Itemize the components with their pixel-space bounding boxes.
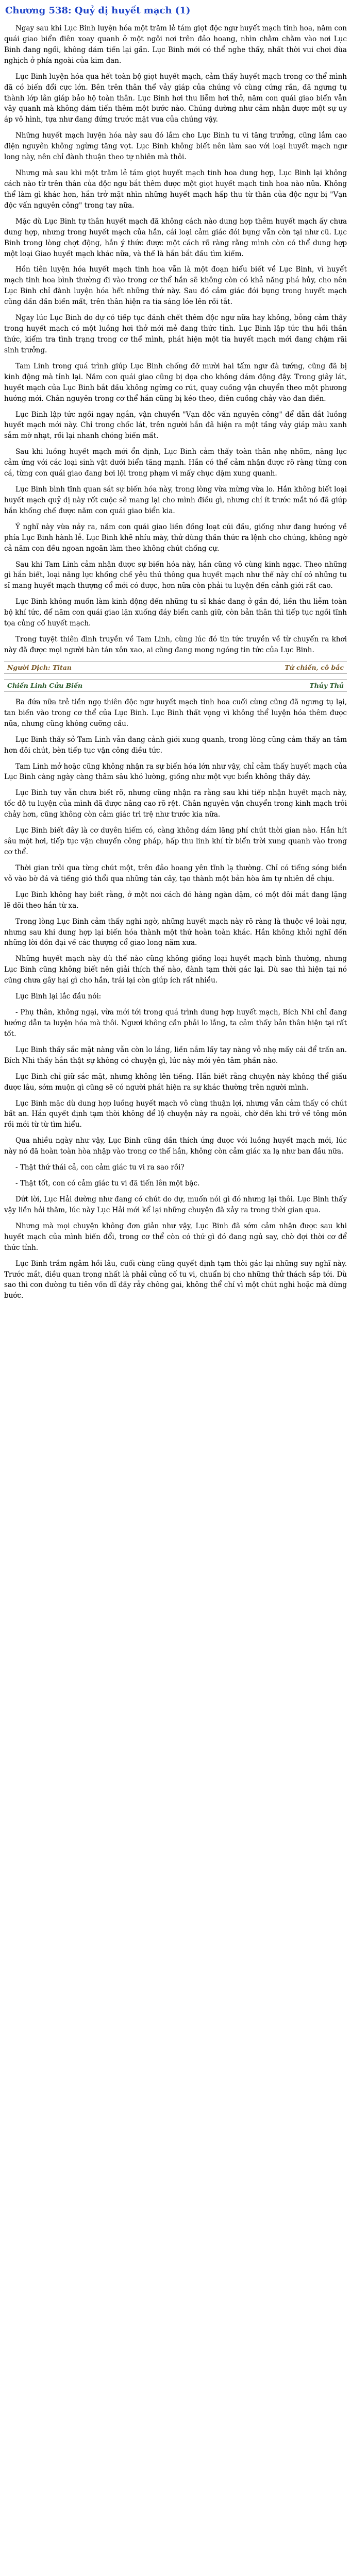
chapter-body-part-1	[4, 23, 347, 656]
paragraph: Mặc dù Lục Binh tự thân huyết mạch đã không cách nào dung hợp thêm huyết mạch ấy chưa dung hợp, nhưng trong huyết mạch của hắn, cái loại cảm giác đói bụng vẫn còn tại như cũ. Lục Binh trong lòng chợt động, hắn ý thức được một cách rõ ràng rằng mình còn có thể dung hợp một loại Giao huyết mạch khác nữa, và thế là hắn bắt đầu tìm kiếm.	[4, 217, 347, 258]
translator-credit: Người Dịch: Titan	[7, 663, 72, 671]
paragraph: Lục Binh chỉ giữ sắc mặt, nhưng không lên tiếng. Hắn biết rằng chuyện này không thể giấu được lâu, sớm muộn gì cũng sẽ có người phát hiện ra sự khác thường trên người mình.	[4, 1072, 347, 1092]
section-author: Thủy Thủ	[309, 681, 344, 689]
paragraph: Lục Binh mặc dù dung hợp luồng huyết mạch vô cùng thuận lợi, nhưng vẫn cảm thấy có chút bất an. Hắn quyết định tạm thời không để lộ chuyện này ra ngoài, chờ đến khi trở về tông môn rồi mới từ từ tìm hiểu.	[4, 1099, 347, 1129]
paragraph: Lục Binh bình tĩnh quan sát sự biến hóa này, trong lòng vừa mừng vừa lo. Hắn không biết loại huyết mạch quỷ dị này rốt cuộc sẽ mang lại cho mình điều gì, nhưng chí ít trước mắt nó đã giúp hắn khống chế được năm con quái giao biển kia.	[4, 485, 347, 515]
paragraph: Tam Linh mở hoặc cũng không nhận ra sự biến hóa lớn như vậy, chỉ cảm thấy huyết mạch của Lục Binh càng ngày càng thâm sâu khó lường, giống như một vực biển không thấy đáy.	[4, 762, 347, 782]
paragraph: Những huyết mạch này dù thế nào cũng không giống loại huyết mạch bình thường, nhưng Lục Binh cũng không biết nên giải thích thế nào, đành tạm thời gác lại. Dù sao thì hiện tại nó cũng chưa gây hại gì cho hắn, trái lại còn giúp ích rất nhiều.	[4, 955, 347, 985]
paragraph: Qua nhiều ngày như vậy, Lục Binh cũng dần thích ứng được với luồng huyết mạch mới, lúc này nó đã hoàn toàn hòa nhập vào trong cơ thể hắn, không còn cảm giác xa lạ như ban đầu nữa.	[4, 1137, 347, 1156]
paragraph: Nhưng mà mọi chuyện không đơn giản như vậy, Lục Binh đã sớm cảm nhận được sau khi huyết mạch của mình biến đổi, trong cơ thể còn có thứ gì đó đang ngủ say, chờ đợi thời cơ để thức tỉnh.	[4, 1222, 347, 1252]
paragraph: - Phụ thân, không ngại, vừa mới tới trong quá trình dung hợp huyết mạch, Bích Nhi chỉ đang hướng dẫn ta luyện hóa mà thôi. Ngươi không cần phải lo lắng, ta cảm thấy bản thân hiện tại rất tốt.	[4, 1008, 347, 1038]
paragraph: Lục Binh tuy vẫn chưa biết rõ, nhưng cũng nhận ra rằng sau khi tiếp nhận huyết mạch này, tốc độ tu luyện của mình đã được nâng cao rõ rệt. Chân nguyên vận chuyển trong kinh mạch trôi chảy hơn, cũng không còn cảm giác trì trệ như trước kia nữa.	[4, 789, 347, 819]
paragraph: Nhưng mà sau khi một trăm lẻ tám giọt huyết mạch tinh hoa dung hợp, Lục Binh lại không cách nào từ trên thân của độc ngư bắt thêm được một giọt huyết mạch tinh hoa nào nữa. Không thể làm gì khác hơn, hắn trở mặt nhìn những huyết mạch hấp thu từ thân của độc ngư bị "Vạn độc vấn nguyên công" trong tay nữa.	[4, 169, 347, 210]
paragraph: Lục Binh trầm ngâm hồi lâu, cuối cùng cũng quyết định tạm thời gác lại những suy nghĩ này. Trước mắt, điều quan trọng nhất là phải củng cố tu vi, chuẩn bị cho những thử thách sắp tới. Dù sao thì con đường tu tiên vốn dĩ đầy rẫy chông gai, không thể chỉ vì một chút nghi hoặc mà dừng bước.	[4, 1259, 347, 1300]
section-credit-bar	[4, 679, 347, 692]
paragraph: Tam Linh trong quá trình giúp Lục Binh chống đỡ mười hai tấm ngư đà tướng, cũng đã bị kinh động mà tỉnh lại. Năm con quái giao cũng bị dọa cho không dám động đậy. Trong giây lát, huyết mạch của Lục Binh bắt đầu không ngừng co rút, quay cuồng vận chuyển theo một phương hướng mới. Chân nguyên trong cơ thể hắn cũng bị kéo theo, điên cuồng chảy vào đan điền.	[4, 362, 347, 403]
paragraph: Lục Binh biết đây là cơ duyên hiếm có, càng không dám lãng phí chút thời gian nào. Hắn hít sâu một hơi, tiếp tục vận chuyển công pháp, hấp thu linh khí từ biển trời xung quanh vào trong cơ thể.	[4, 826, 347, 856]
paragraph: Trong tuyệt thiên đình truyền về Tam Linh, cùng lúc đó tin tức truyền về từ chuyến ra khơi này đã được mọi người bàn tán xôn xao, ai cũng đang mong ngóng tin tức của Lục Binh.	[4, 635, 347, 655]
paragraph: Ngay lúc Lục Binh do dự có tiếp tục đánh chết thêm độc ngư nữa hay không, bỗng cảm thấy trong huyết mạch có một luồng hơi thở mới mẻ đang thức tỉnh. Lục Binh lập tức thu hồi thần thức, kiểm tra tình trạng trong cơ thể mình, phát hiện một tia huyết mạch mới đang chậm rãi sinh trưởng.	[4, 314, 347, 354]
paragraph: Lục Binh thấy sắc mặt nàng vẫn còn lo lắng, liền nắm lấy tay nàng vỗ nhẹ mấy cái để trấn an. Bích Nhi thấy hắn thật sự không có chuyện gì, lúc này mới yên tâm phần nào.	[4, 1045, 347, 1065]
paragraph: Lục Binh không hay biết rằng, ở một nơi cách đó hàng ngàn dặm, có một đôi mắt đang lặng lẽ dõi theo hắn từ xa.	[4, 890, 347, 910]
paragraph: Ngay sau khi Lục Binh luyện hóa một trăm lẻ tám giọt độc ngư huyết mạch tinh hoa, năm con quái giao biển điên xoay quanh ở một ngôi nơi trên đảo hoang, nhìn chằm chằm vào nơi Lục Binh đang ngồi, không dám tiến lại gần. Lục Binh mới có thể nghe thấy, nhất thời vui chơi đùa nghịch ở phía ngoài của kim đan.	[4, 24, 347, 65]
credit-right: Tứ chiến, cô bắc	[285, 663, 344, 671]
translator-credit-bar	[4, 661, 347, 674]
paragraph: Lục Binh không muốn làm kinh động đến những tu sĩ khác đang ở gần đó, liền thu liễm toàn bộ khí tức, để năm con quái giao lặn xuống đáy biển canh giữ, còn bản thân thì tiếp tục ngồi tĩnh tọa củng cố huyết mạch.	[4, 598, 347, 628]
paragraph: Trong lòng Lục Binh cảm thấy nghi ngờ, những huyết mạch này rõ ràng là thuộc về loài ngư, nhưng sau khi dung hợp lại biến hóa thành một thứ hoàn toàn khác. Hắn không khỏi nghĩ đến những lời đồn đại về các thượng cổ giao long năm xưa.	[4, 917, 347, 947]
chapter-title: Chương 538: Quỷ dị huyết mạch (1)	[5, 5, 191, 16]
paragraph: Lục Binh lập tức ngồi ngay ngắn, vận chuyển "Vạn độc vấn nguyên công" để dẫn dắt luồng huyết mạch mới này. Chỉ trong chốc lát, trên người hắn đã hiện ra một tầng vảy giáp màu xanh sẫm mờ nhạt, rồi lại nhanh chóng biến mất.	[4, 410, 347, 440]
paragraph: Lục Binh luyện hóa qua hết toàn bộ giọt huyết mạch, cảm thấy huyết mạch trong cơ thể mình đã có biến đổi cực lớn. Bên trên thân thể vảy giáp của chúng vô cùng cứng rắn, đã ngưng tụ thành lớp lân giáp bảo hộ toàn thân. Lục Binh hơi thu liễm hơi thở, năm con quái giao biển vẫn vây quanh mà không dám tiến thêm một bước nào. Chúng dường như cảm nhận được một sự uy áp vô hình, tựa như đang đứng trước mặt vua của chúng vậy.	[4, 72, 347, 124]
paragraph: Hồn tiên luyện hóa huyết mạch tinh hoa vẫn là một đoạn hiểu biết về Lục Binh, vì huyết mạch tinh hoa bình thường đi vào trong cơ thể hắn sẽ không còn có khả năng phá hủy, cho nên Lục Binh chỉ đành luyện hóa hết những thứ này. Sau đó cảm giác đói bụng trong huyết mạch cũng dần dần biến mất, trên thân hiện ra tia sáng lóe lên rồi tắt.	[4, 265, 347, 307]
paragraph: Thời gian trôi qua từng chút một, trên đảo hoang yên tĩnh lạ thường. Chỉ có tiếng sóng biển vỗ vào bờ đá và tiếng gió thổi qua những tán cây, tạo thành một bản hòa âm tự nhiên dễ chịu.	[4, 863, 347, 883]
paragraph: Lục Binh thấy sở Tam Linh vẫn đang cảnh giới xung quanh, trong lòng cũng cảm thấy an tâm hơn đôi chút, bèn tiếp tục vận công điều tức.	[4, 735, 347, 755]
paragraph: - Thật tốt, con có cảm giác tu vi đã tiến lên một bậc.	[15, 1179, 200, 1188]
paragraph: Dứt lời, Lục Hải dường như đang có chút do dự, muốn nói gì đó nhưng lại thôi. Lục Binh thấy vậy liền hỏi thăm, lúc này Lục Hải mới kể lại những chuyện đã xảy ra trong thời gian qua.	[4, 1195, 347, 1214]
paragraph: Lục Binh lại lắc đầu nói:	[15, 992, 102, 1001]
paragraph: Sau khi Tam Linh cảm nhận được sự biến hóa này, hắn cũng vô cùng kinh ngạc. Theo những gì hắn biết, loại năng lực khống chế yêu thú thông qua huyết mạch như thế này chỉ có những tu sĩ mang huyết mạch thượng cổ mới có được, hơn nữa còn phải tu luyện đến cảnh giới rất cao.	[4, 560, 347, 590]
section-title: Chiến Linh Cửu Biến	[7, 681, 83, 689]
chapter-body-part-2	[4, 697, 347, 1301]
paragraph: Sau khi luồng huyết mạch mới ổn định, Lục Binh cảm thấy toàn thân nhẹ nhõm, năng lực cảm ứng với các loại sinh vật dưới biển tăng mạnh. Hắn có thể cảm nhận được rõ ràng từng con cá, từng con quái giao đang bơi lội trong phạm vi mấy chục dặm xung quanh.	[4, 448, 347, 478]
paragraph: Những huyết mạch luyện hóa này sau đó lắm cho Lục Binh tu vi tăng trưởng, cũng lắm cao điện nguyên không ngừng tăng vọt. Lục Binh không biết nên làm sao với loại huyết mạch ngư long này, nên chỉ đành thuận theo tự nhiên mà thôi.	[4, 131, 347, 162]
paragraph: - Thật thứ thái cả, con cảm giác tu vi ra sao rồi?	[15, 1163, 185, 1172]
paragraph: Ba đứa nữa trẻ tiền ngọ thiên độc ngư huyết mạch tinh hoa cuối cùng cũng đã ngưng tụ lại, tan biến vào trong cơ thể của Lục Binh. Lục Binh thất vọng vì không thể luyện hóa thêm được nữa, nhưng cũng không cưỡng cầu.	[4, 698, 347, 728]
paragraph: Ý nghĩ này vừa nảy ra, năm con quái giao liền đồng loạt cúi đầu, giống như đang hướng về phía Lục Binh hành lễ. Lục Binh khẽ nhíu mày, thử dùng thần thức ra lệnh cho chúng, không ngờ cả năm con đều ngoan ngoãn làm theo không chút chống cự.	[4, 522, 347, 553]
